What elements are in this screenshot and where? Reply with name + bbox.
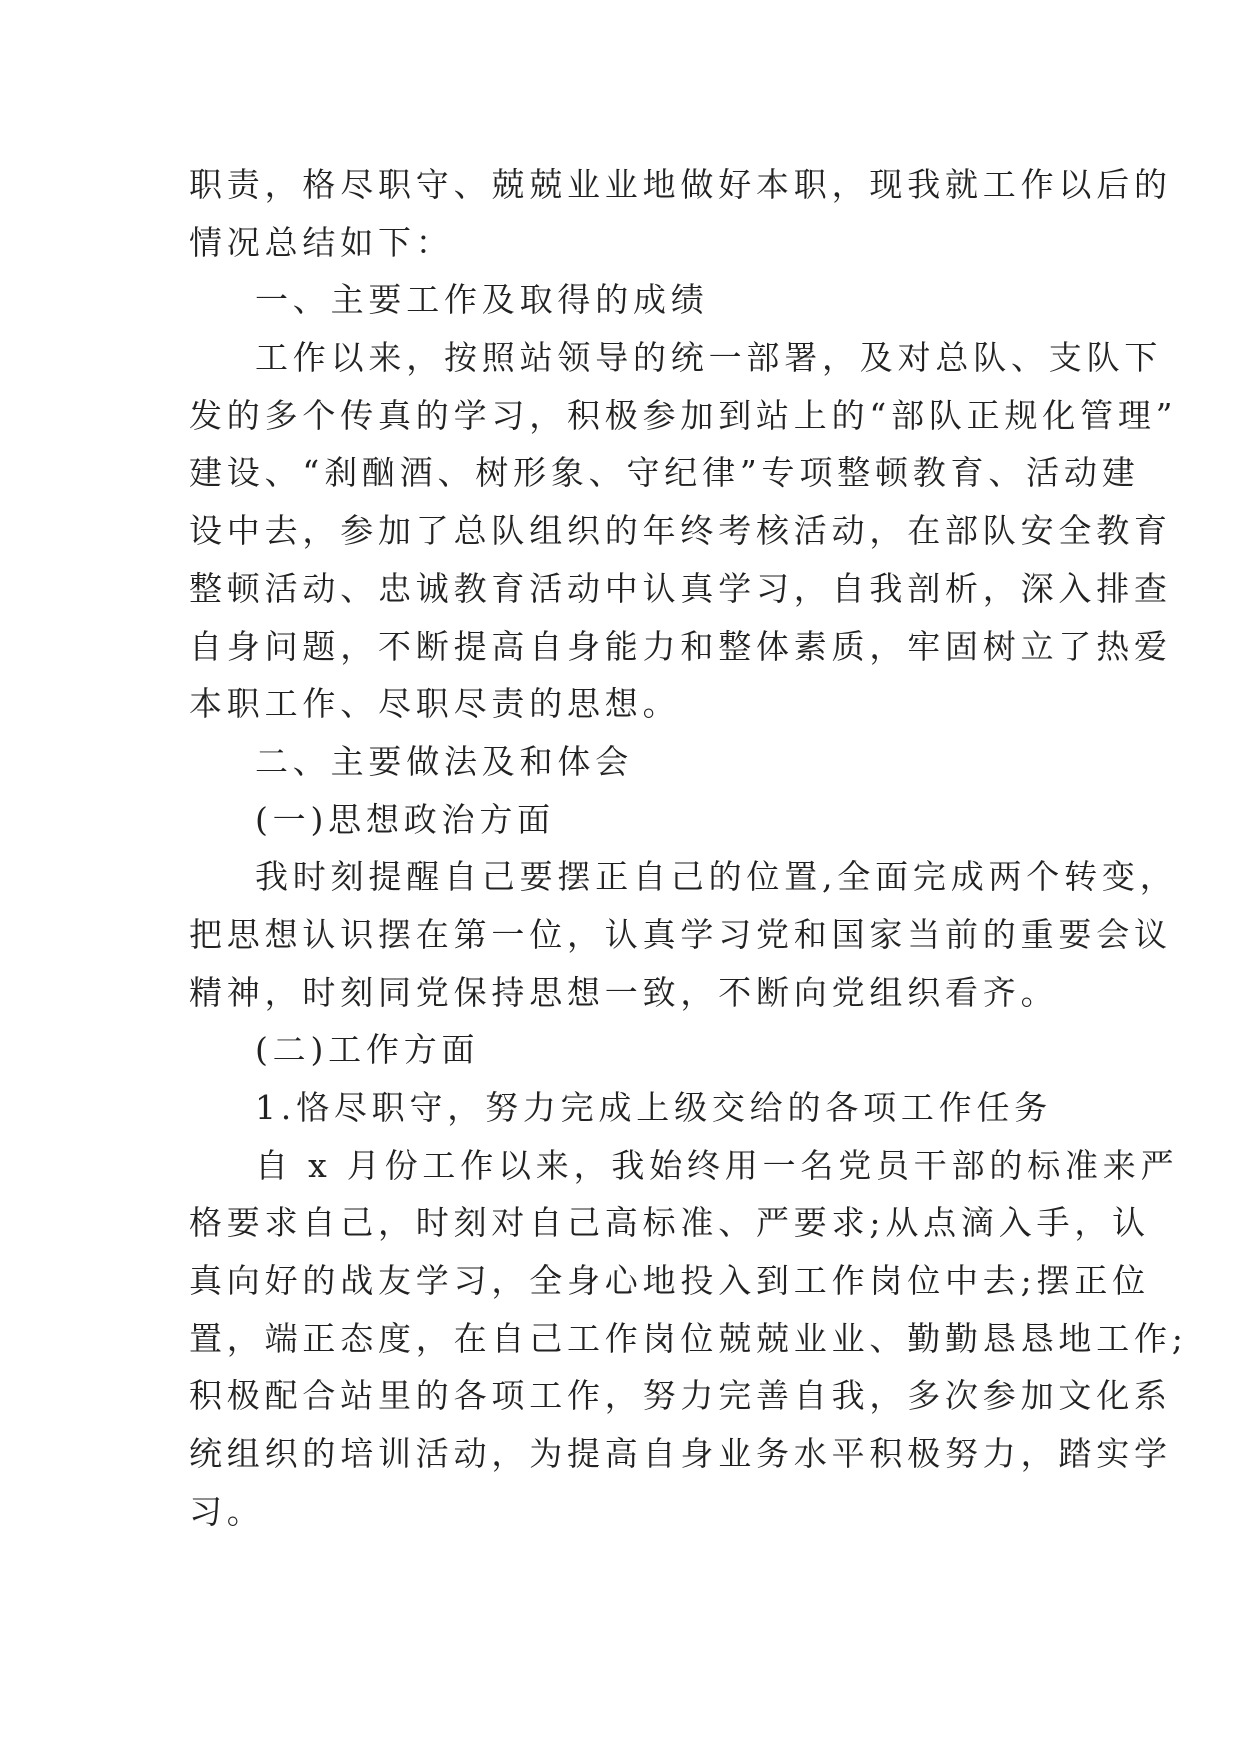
text-line: 积极配合站里的各项工作，努力完善自我，多次参加文化系 bbox=[189, 1376, 1172, 1416]
text-line: 置，端正态度，在自己工作岗位兢兢业业、勤勤恳恳地工作; bbox=[189, 1318, 1188, 1358]
text-line: 发的多个传真的学习，积极参加到站上的“部队正规化管理” bbox=[189, 395, 1178, 435]
text-line: 我时刻提醒自己要摆正自己的位置,全面完成两个转变， bbox=[255, 857, 1178, 897]
text-line: 真向好的战友学习，全身心地投入到工作岗位中去;摆正位 bbox=[189, 1261, 1150, 1301]
text-line: 整顿活动、忠诚教育活动中认真学习，自我剖析，深入排查 bbox=[189, 568, 1172, 608]
text-line: 建设、“刹酗酒、树形象、守纪律”专项整顿教育、活动建 bbox=[189, 453, 1140, 493]
text-line: 把思想认识摆在第一位，认真学习党和国家当前的重要会议 bbox=[189, 914, 1172, 954]
text-line: 工作以来，按照站领导的统一部署，及对总队、支队下 bbox=[255, 338, 1163, 378]
text-line: 习。 bbox=[189, 1491, 265, 1531]
section-heading: 一、主要工作及取得的成绩 bbox=[255, 280, 709, 320]
subsection-heading: (一)思想政治方面 bbox=[255, 799, 555, 839]
text-line: 统组织的培训活动，为提高自身业务水平积极努力，踏实学 bbox=[189, 1434, 1172, 1474]
subsection-heading: (二)工作方面 bbox=[255, 1030, 480, 1070]
section-heading: 二、主要做法及和体会 bbox=[255, 741, 633, 781]
document-body bbox=[189, 156, 1188, 1541]
item-heading: 1.恪尽职守，努力完成上级交给的各项工作任务 bbox=[255, 1088, 1053, 1127]
text-line: 自身问题，不断提高自身能力和整体素质，牢固树立了热爱 bbox=[189, 626, 1172, 666]
text-line: 情况总结如下： bbox=[189, 222, 454, 262]
text-line: 设中去，参加了总队组织的年终考核活动，在部队安全教育 bbox=[189, 511, 1172, 551]
text-line: 精神，时刻同党保持思想一致，不断向党组织看齐。 bbox=[189, 972, 1059, 1012]
text-line: 职责，格尽职守、兢兢业业地做好本职，现我就工作以后的 bbox=[189, 165, 1172, 204]
text-line: 本职工作、尽职尽责的思想。 bbox=[189, 684, 681, 724]
text-line: 自 x 月份工作以来，我始终用一名党员干部的标准来严 bbox=[255, 1145, 1179, 1185]
text-line: 格要求自己，时刻对自己高标准、严要求;从点滴入手，认 bbox=[189, 1203, 1150, 1243]
